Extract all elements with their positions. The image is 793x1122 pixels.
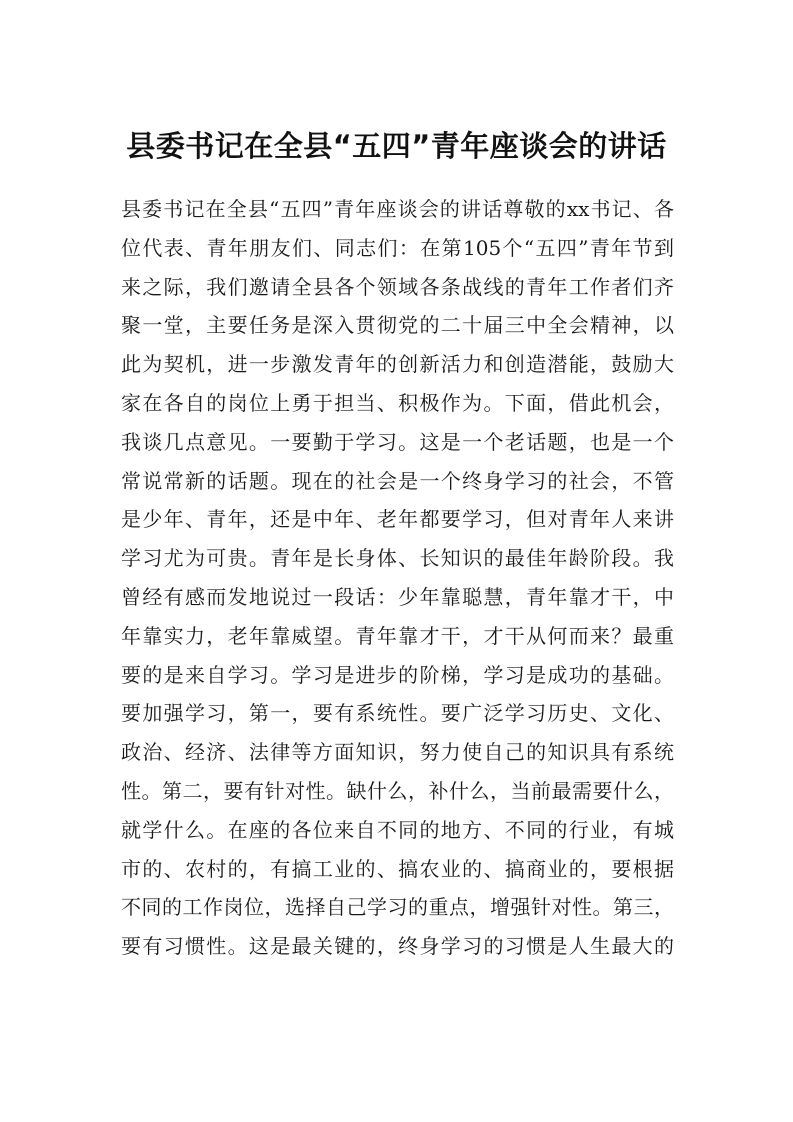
body-line: 位代表、青年朋友们、同志们：在第105个“五四”青年节到 <box>121 235 674 260</box>
body-line: 曾经有感而发地说过一段话：少年靠聪慧，青年靠才干，中 <box>121 584 674 609</box>
body-line: 聚一堂，主要任务是深入贯彻党的二十届三中全会精神，以 <box>121 313 674 338</box>
document-title: 县委书记在全县“五四”青年座谈会的讲话 <box>126 129 667 163</box>
body-line: 年靠实力，老年靠威望。青年靠才干，才干从何而来？最重 <box>121 623 674 648</box>
body-line: 学习尤为可贵。青年是长身体、长知识的最佳年龄阶段。我 <box>121 546 674 571</box>
body-line: 此为契机，进一步激发青年的创新活力和创造潜能，鼓励大 <box>121 352 674 377</box>
body-line: 家在各自的岗位上勇于担当、积极作为。下面，借此机会， <box>121 390 674 415</box>
body-line: 常说常新的话题。现在的社会是一个终身学习的社会，不管 <box>121 468 674 493</box>
body-line: 市的、农村的，有搞工业的、搞农业的、搞商业的，要根据 <box>121 856 674 881</box>
body-line: 要加强学习，第一，要有系统性。要广泛学习历史、文化、 <box>121 701 674 726</box>
body-line: 要有习惯性。这是最关键的，终身学习的习惯是人生最大的 <box>121 934 674 959</box>
document-body <box>121 190 674 966</box>
body-line: 县委书记在全县“五四”青年座谈会的讲话尊敬的xx书记、各 <box>121 197 674 221</box>
body-line: 性。第二，要有针对性。缺什么，补什么，当前最需要什么， <box>121 778 674 803</box>
body-line: 就学什么。在座的各位来自不同的地方、不同的行业，有城 <box>121 817 674 842</box>
body-line: 政治、经济、法律等方面知识，努力使自己的知识具有系统 <box>121 740 674 765</box>
body-line: 不同的工作岗位，选择自己学习的重点，增强针对性。第三， <box>121 895 674 920</box>
body-line: 我谈几点意见。一要勤于学习。这是一个老话题，也是一个 <box>121 429 674 454</box>
body-line: 是少年、青年，还是中年、老年都要学习，但对青年人来讲 <box>121 507 674 532</box>
body-line: 要的是来自学习。学习是进步的阶梯，学习是成功的基础。 <box>121 662 674 687</box>
body-line: 来之际，我们邀请全县各个领域各条战线的青年工作者们齐 <box>121 274 674 299</box>
